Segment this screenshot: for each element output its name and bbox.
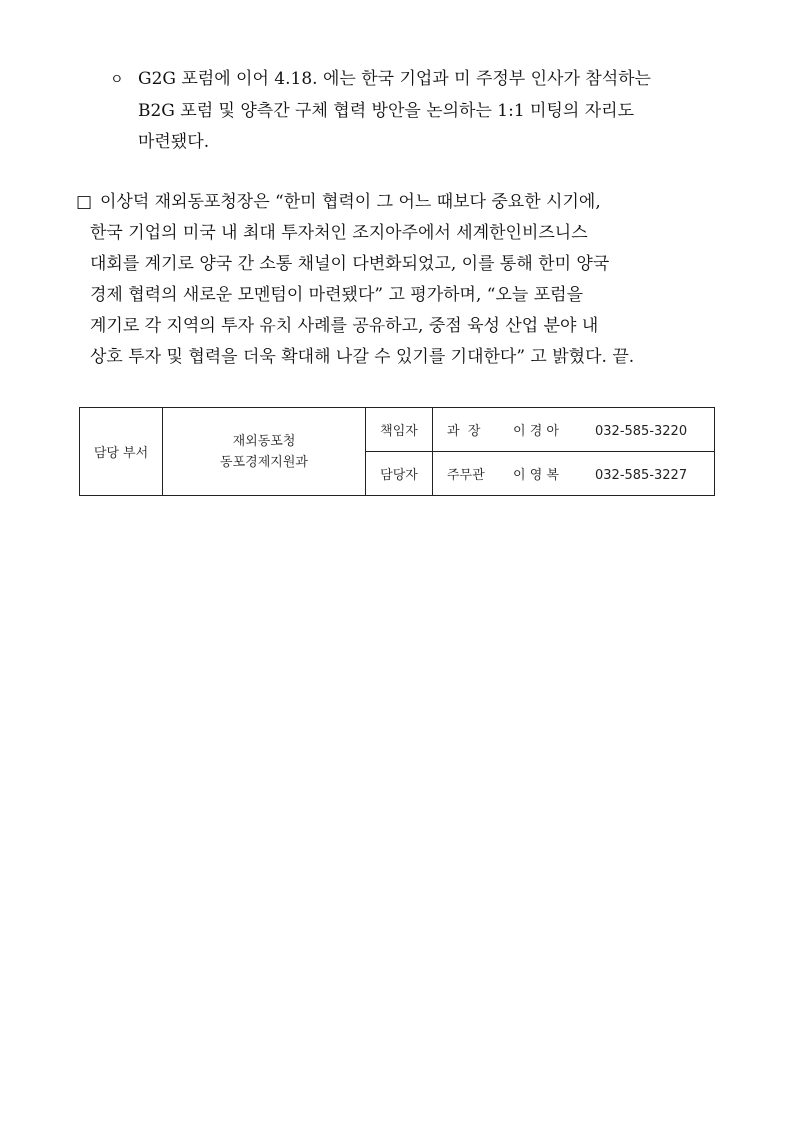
role-cell: 책임자	[366, 408, 433, 452]
dept-name-line1: 재외동포청	[232, 433, 296, 449]
bullet-paragraph	[110, 64, 720, 158]
circle-bullet-marker: ㅇ	[110, 72, 124, 88]
paragraph-line-2: 한국 기업의 미국 내 최대 투자처인 조지아주에서 세계한인비즈니스	[90, 223, 588, 243]
bullet-line-1	[110, 64, 720, 96]
person-name: 이 영 복	[513, 468, 559, 483]
square-bullet-marker: □	[76, 192, 93, 212]
contact-table	[79, 407, 715, 496]
paragraph-line-1	[76, 187, 721, 218]
bullet-line-2: B2G 포럼 및 양측간 구체 협력 방안을 논의하는 1:1 미팅의 자리도	[138, 101, 634, 121]
role-cell: 담당자	[366, 452, 433, 496]
table-row	[80, 408, 715, 452]
main-paragraph	[76, 187, 721, 373]
paragraph-line-5: 계기로 각 지역의 투자 유치 사례를 공유하고, 중점 육성 산업 분야 내	[90, 316, 599, 336]
paragraph-line-6: 상호 투자 및 협력을 더욱 확대해 나갈 수 있기를 기대한다” 고 밝혔다. 끝.	[90, 347, 635, 367]
bullet-text: G2G 포럼에 이어 4.18. 에는 한국 기업과 미 주정부 인사가 참석하는	[138, 69, 651, 89]
person-name: 이 경 아	[513, 424, 559, 439]
position: 과 장	[447, 424, 481, 439]
paragraph-line-4: 경제 협력의 새로운 모멘텀이 마련됐다” 고 평가하며, “오늘 포럼을	[90, 285, 583, 305]
person-cell	[433, 408, 715, 452]
dept-name-line2: 동포경제지원과	[220, 454, 308, 470]
paragraph-text: 이상덕 재외동포청장은 “한미 협력이 그 어느 때보다 중요한 시기에,	[100, 192, 601, 212]
phone-number: 032-585-3227	[595, 468, 688, 483]
phone-number: 032-585-3220	[595, 424, 688, 439]
bullet-line-3: 마련됐다.	[138, 132, 210, 152]
paragraph-line-3: 대회를 계기로 양국 간 소통 채널이 다변화되었고, 이를 통해 한미 양국	[90, 254, 610, 274]
dept-name-cell	[163, 408, 366, 496]
person-cell	[433, 452, 715, 496]
position: 주무관	[447, 468, 485, 483]
dept-label-cell: 담당 부서	[80, 408, 163, 496]
